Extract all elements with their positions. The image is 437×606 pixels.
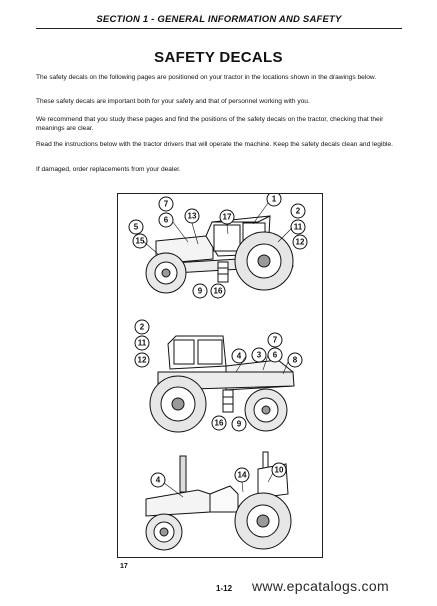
- callout-17-top: [220, 210, 234, 224]
- callout-number: 15: [135, 236, 145, 246]
- figure-number: 17: [120, 563, 128, 570]
- callout-6-middle: [268, 348, 282, 362]
- callout-number: 3: [256, 350, 262, 360]
- paragraph-intro: The safety decals on the following pages are positioned on your tractor in the locations shown in the drawings below.: [36, 74, 377, 81]
- callout-number: 6: [272, 350, 278, 360]
- callout-number: 9: [197, 286, 203, 296]
- callout-12-middle: [135, 353, 149, 367]
- callout-number: 16: [214, 418, 224, 428]
- callout-7-middle: [268, 333, 282, 347]
- callout-number: 11: [137, 338, 147, 348]
- tractor-decal-figure: [117, 193, 323, 558]
- callout-number: 4: [236, 351, 242, 361]
- tractor-top-drawing: [146, 216, 293, 293]
- paragraph-recommendation: We recommend that you study these pages and find the positions of the safety decals on the tractor, checking that their meanings are clear.: [36, 116, 384, 132]
- callout-3-middle: [252, 348, 266, 362]
- callout-9-top: [193, 284, 207, 298]
- callout-1-top: [267, 194, 281, 206]
- callout-6-top: [159, 213, 173, 227]
- callout-number: 16: [213, 286, 223, 296]
- callout-5-top: [129, 220, 143, 234]
- callout-12-top: [293, 235, 307, 249]
- callout-number: 4: [155, 475, 161, 485]
- watermark-text: www.epcatalogs.com: [252, 578, 389, 594]
- callout-number: 13: [187, 211, 197, 221]
- callout-number: 1: [271, 194, 277, 204]
- callout-number: 11: [293, 222, 303, 232]
- paragraph-importance: These safety decals are important both for your safety and that of personnel working with you.: [36, 98, 310, 105]
- callout-11-top: [291, 220, 305, 234]
- callout-2-middle: [135, 320, 149, 334]
- callout-number: 9: [236, 419, 242, 429]
- callout-14-bottom: [235, 468, 249, 482]
- callout-7-top: [159, 197, 173, 211]
- callout-number: 5: [133, 222, 139, 232]
- callout-13-top: [185, 209, 199, 223]
- page-number: 1-12: [216, 584, 233, 593]
- callout-number: 12: [137, 355, 147, 365]
- page-title: SAFETY DECALS: [154, 49, 283, 66]
- callout-4-middle: [232, 349, 246, 363]
- callout-number: 12: [295, 237, 305, 247]
- callout-number: 7: [163, 199, 169, 209]
- callout-number: 17: [222, 212, 232, 222]
- callout-11-middle: [135, 336, 149, 350]
- callout-number: 8: [292, 355, 298, 365]
- callout-15-top: [133, 234, 147, 248]
- paragraph-instructions: Read the instructions below with the tractor drivers that will operate the machine. Keep the safety decals clean and legible.: [36, 141, 393, 148]
- callout-16-top: [211, 284, 225, 298]
- callout-number: 14: [237, 470, 247, 480]
- section-header: SECTION 1 - GENERAL INFORMATION AND SAFETY: [36, 14, 402, 29]
- callout-10-bottom: [272, 463, 286, 477]
- callout-9-middle: [232, 417, 246, 431]
- tractor-drawings: [118, 194, 322, 557]
- callout-number: 2: [295, 206, 301, 216]
- callout-number: 7: [272, 335, 278, 345]
- callout-number: 2: [139, 322, 145, 332]
- callout-number: 6: [163, 215, 169, 225]
- tractor-bottom-drawing: [146, 452, 291, 550]
- callout-8-middle: [288, 353, 302, 367]
- callout-number: 10: [274, 465, 284, 475]
- callout-4-bottom: [151, 473, 165, 487]
- callout-2-top: [291, 204, 305, 218]
- paragraph-replacements: If damaged, order replacements from your dealer.: [36, 166, 181, 173]
- callout-16-middle: [212, 416, 226, 430]
